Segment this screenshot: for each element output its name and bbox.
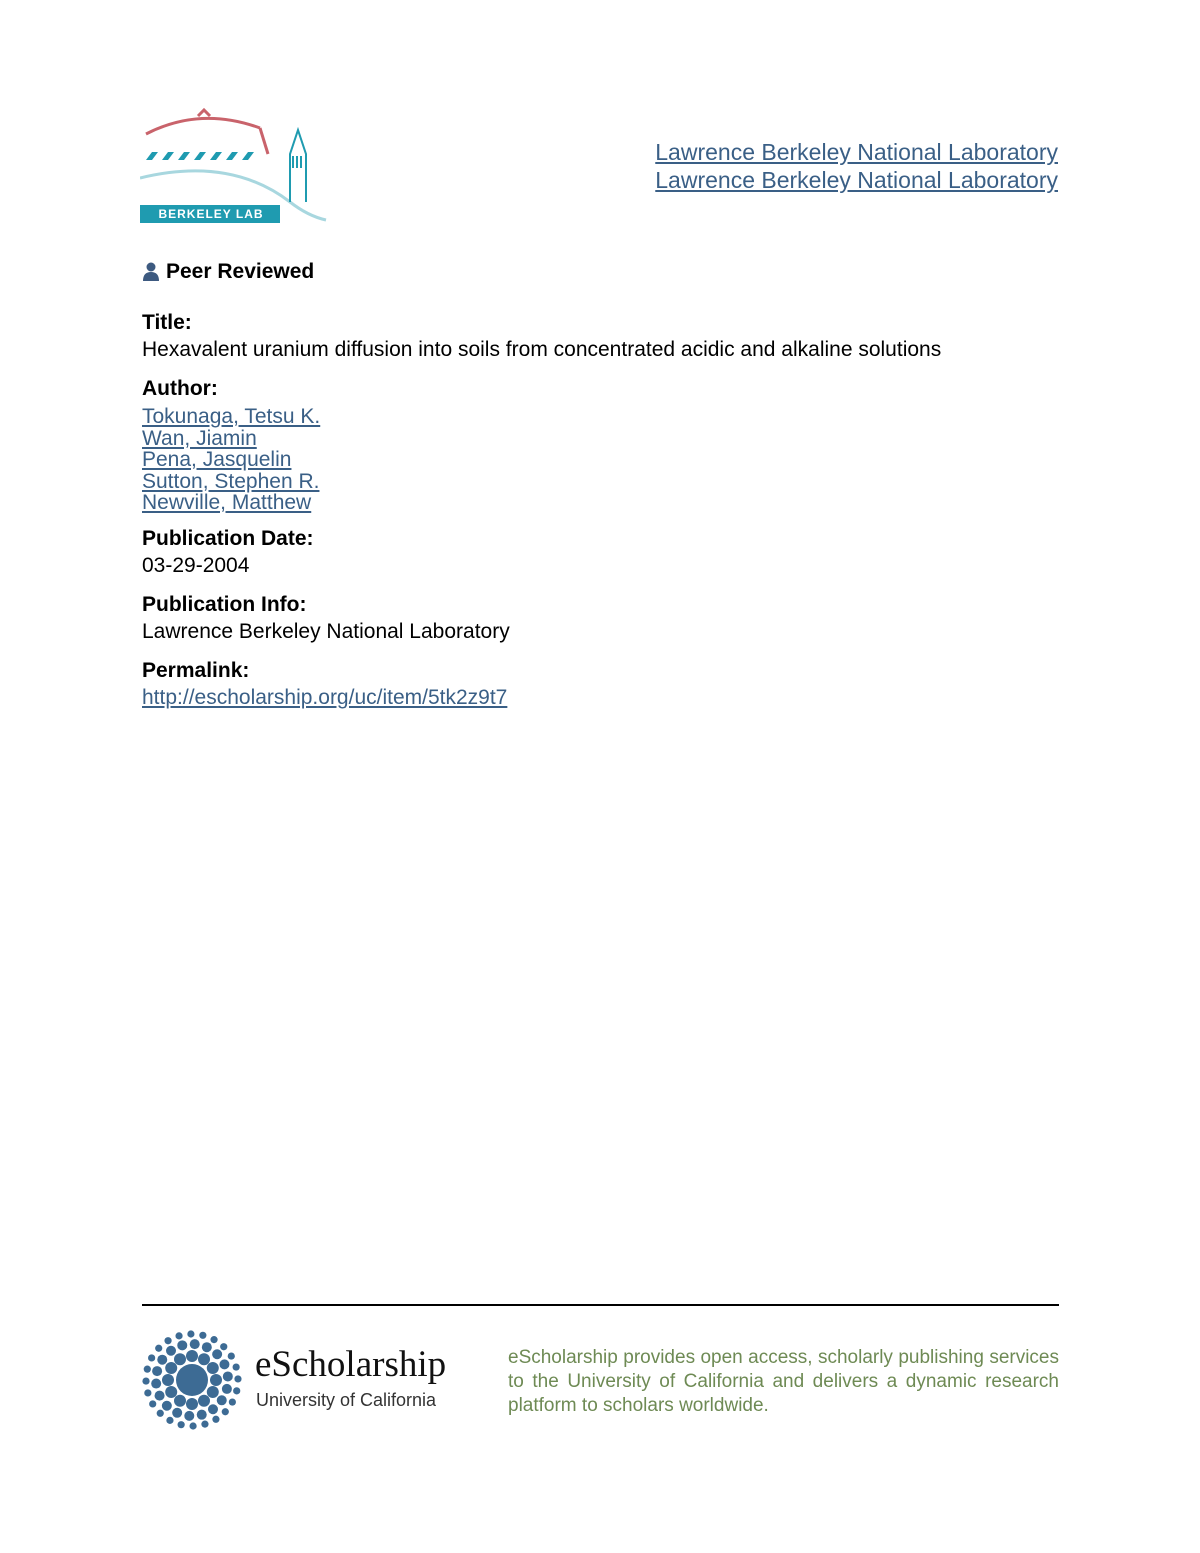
author-label: Author: xyxy=(142,377,218,400)
author-link[interactable]: Pena, Jasquelin xyxy=(142,448,292,471)
publication-date-label: Publication Date: xyxy=(142,526,314,550)
berkeley-lab-logo xyxy=(140,106,330,231)
author-link[interactable]: Newville, Matthew xyxy=(142,491,312,514)
peer-reviewed-label: Peer Reviewed xyxy=(166,260,315,283)
title-label: Title: xyxy=(142,311,192,334)
peer-reviewed-badge xyxy=(142,260,314,284)
publication-info-value: Lawrence Berkeley National Laboratory xyxy=(142,619,510,643)
publication-info-section xyxy=(142,592,1102,646)
publication-info-label: Publication Info: xyxy=(142,592,307,616)
escholarship-blurb: eScholarship provides open access, scholarly publishing services to the University of California and delivers a dynamic research platform to scholars worldwide. xyxy=(508,1347,1059,1416)
escholarship-logo-icon xyxy=(142,1330,242,1435)
item-metadata xyxy=(142,310,1102,724)
publication-date-section xyxy=(142,526,1102,580)
person-icon xyxy=(142,262,160,282)
header-links xyxy=(560,138,1058,194)
permalink-link[interactable]: http://escholarship.org/uc/item/5tk2z9t7 xyxy=(142,685,508,709)
footer-divider xyxy=(142,1304,1059,1306)
author-link[interactable]: Wan, Jiamin xyxy=(142,426,257,450)
logo-text: BERKELEY LAB xyxy=(158,207,264,221)
author-section xyxy=(142,376,1102,514)
institution-link[interactable]: Lawrence Berkeley National Laboratory xyxy=(655,139,1058,165)
author-link[interactable]: Tokunaga, Tetsu K. xyxy=(142,405,321,428)
escholarship-brand: eScholarship xyxy=(255,1344,447,1385)
escholarship-subtitle: University of California xyxy=(256,1390,437,1410)
permalink-label: Permalink: xyxy=(142,658,250,682)
permalink-section xyxy=(142,658,1102,712)
institution-link[interactable]: Lawrence Berkeley National Laboratory xyxy=(655,167,1058,193)
title-section xyxy=(142,310,1102,364)
title-value: Hexavalent uranium diffusion into soils from concentrated acidic and alkaline solutions xyxy=(142,338,942,361)
author-link[interactable]: Sutton, Stephen R. xyxy=(142,469,320,493)
publication-date-value: 03-29-2004 xyxy=(142,553,250,577)
